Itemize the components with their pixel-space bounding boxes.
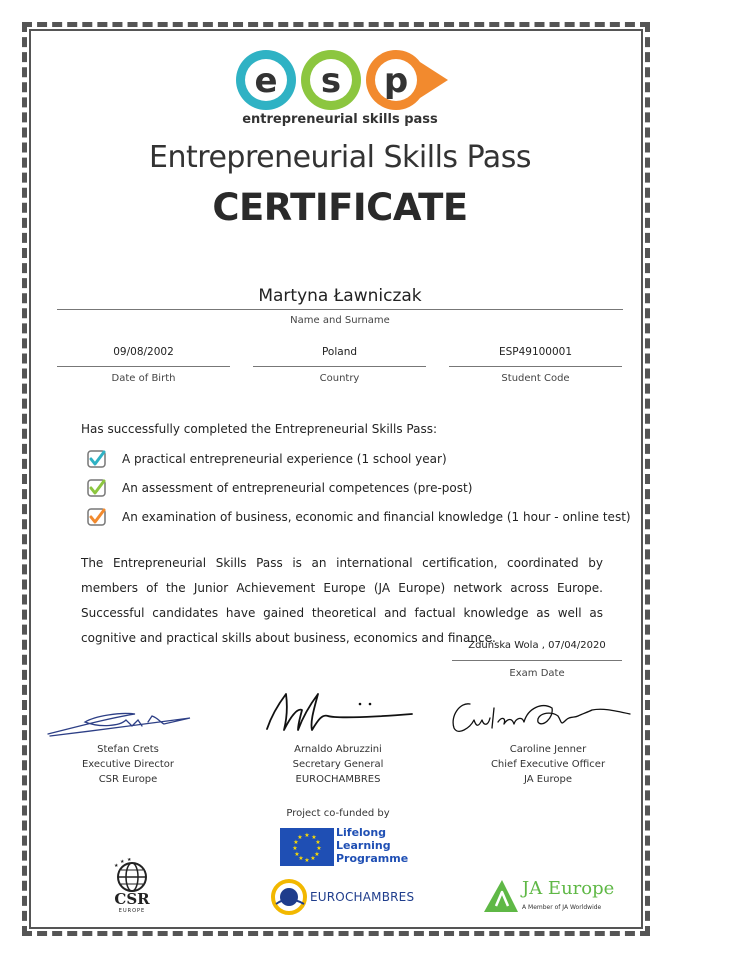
signatory-jenner (458, 742, 638, 787)
lifelong-learning-logo (280, 826, 410, 868)
birth-underline (57, 366, 230, 367)
svg-text:★: ★ (294, 851, 300, 858)
checklist-item (87, 447, 447, 471)
svg-text:★: ★ (310, 855, 316, 862)
checklist-item-label: A practical entrepreneurial experience (1 school year) (122, 452, 447, 466)
signatory-name: Caroline Jenner (509, 744, 587, 755)
check-icon (87, 449, 107, 469)
svg-text:★: ★ (120, 859, 125, 865)
ja-mountain-icon (482, 876, 520, 914)
name-underline (57, 309, 623, 310)
checklist-item-label: An examination of business, economic and financial knowledge (1 hour - online test) (122, 510, 631, 524)
signature-crets (40, 700, 220, 745)
csr-text: CSR (114, 890, 150, 908)
csr-europe-logo (108, 858, 156, 916)
student-code: ESP49100001 (498, 346, 573, 358)
svg-text:★: ★ (114, 863, 119, 869)
svg-text:★: ★ (315, 839, 321, 846)
exam-date-underline (452, 660, 622, 661)
signatory-role: Secretary General (292, 759, 384, 770)
svg-text:★: ★ (314, 851, 320, 858)
country-label: Country (319, 373, 360, 384)
signatory-role: Executive Director (81, 759, 175, 770)
svg-text:★: ★ (304, 832, 310, 839)
check-icon (87, 507, 107, 527)
student-code-underline (449, 366, 622, 367)
svg-text:★: ★ (311, 834, 317, 841)
birth-label: Date of Birth (111, 373, 176, 384)
checklist-item (87, 476, 472, 500)
signature-jenner (442, 688, 642, 743)
logo-tagline: entrepreneurial skills pass (242, 112, 438, 127)
country-value: Poland (321, 346, 358, 358)
checklist-item-label: An assessment of entrepreneurial competences (pre-post) (122, 481, 473, 495)
ja-europe-logo (482, 876, 622, 918)
svg-text:★: ★ (293, 839, 299, 846)
svg-text:★: ★ (127, 858, 132, 863)
description-paragraph: The Entrepreneurial Skills Pass is an international certification, coordinated by members of the Junior Achievement Europe (JA Europe) network across Europe. Successful candidates have gained theoretical and factual knowledge as well as cognitive and practical skills about business, economics and finance. (81, 556, 603, 645)
signatory-crets (38, 742, 218, 787)
check-icon (87, 478, 107, 498)
signatory-org: JA Europe (524, 774, 572, 785)
completed-intro: Has successfully completed the Entrepreneurial Skills Pass: (81, 422, 437, 436)
name-label: Name and Surname (290, 315, 390, 326)
csr-globe-icon (108, 858, 156, 894)
ja-europe-subtext: A Member of JA Worldwide (522, 904, 602, 911)
ja-europe-text: JA Europe (522, 878, 615, 899)
certificate-title: Entrepreneurial Skills Pass (149, 140, 531, 175)
eurochambres-text: EUROCHAMBRES (310, 890, 415, 904)
exam-date-label: Exam Date (509, 668, 565, 679)
programme-line: Learning (336, 839, 391, 852)
holder-name: Martyna Ławniczak (258, 286, 422, 306)
svg-text:★: ★ (304, 857, 310, 864)
exam-place-date: Zduńska Wola , 07/04/2020 (468, 640, 606, 651)
svg-text:★: ★ (298, 855, 304, 862)
signatory-role: Chief Executive Officer (490, 759, 606, 770)
signatory-abruzzini (248, 742, 428, 787)
svg-text:★: ★ (297, 834, 303, 841)
signature-abruzzini (262, 684, 422, 739)
svg-text:★: ★ (292, 845, 298, 852)
logo-letter-e: e (254, 61, 278, 101)
esp-logo-mark (230, 42, 450, 112)
signatory-name: Arnaldo Abruzzini (294, 744, 382, 755)
signatory-org: EUROCHAMBRES (295, 774, 381, 785)
eu-flag-icon (280, 828, 334, 866)
student-code-label: Student Code (501, 373, 570, 384)
certificate-heading: CERTIFICATE (212, 186, 468, 229)
signatory-name: Stefan Crets (97, 744, 159, 755)
esp-logo (230, 42, 450, 132)
eurochambres-logo (270, 878, 420, 916)
country-underline (253, 366, 426, 367)
signatory-org: CSR Europe (98, 774, 158, 785)
logo-letter-s: s (320, 61, 342, 101)
eurochambres-emblem-icon (270, 878, 310, 916)
programme-line: Programme (336, 852, 409, 865)
cofunded-label: Project co-funded by (286, 808, 390, 819)
checklist-item (87, 505, 631, 529)
svg-text:★: ★ (316, 845, 322, 852)
birth-date: 09/08/2002 (113, 346, 174, 358)
csr-subtext: EUROPE (118, 908, 146, 914)
logo-letter-p: p (383, 61, 409, 101)
programme-line: Lifelong (336, 826, 387, 839)
